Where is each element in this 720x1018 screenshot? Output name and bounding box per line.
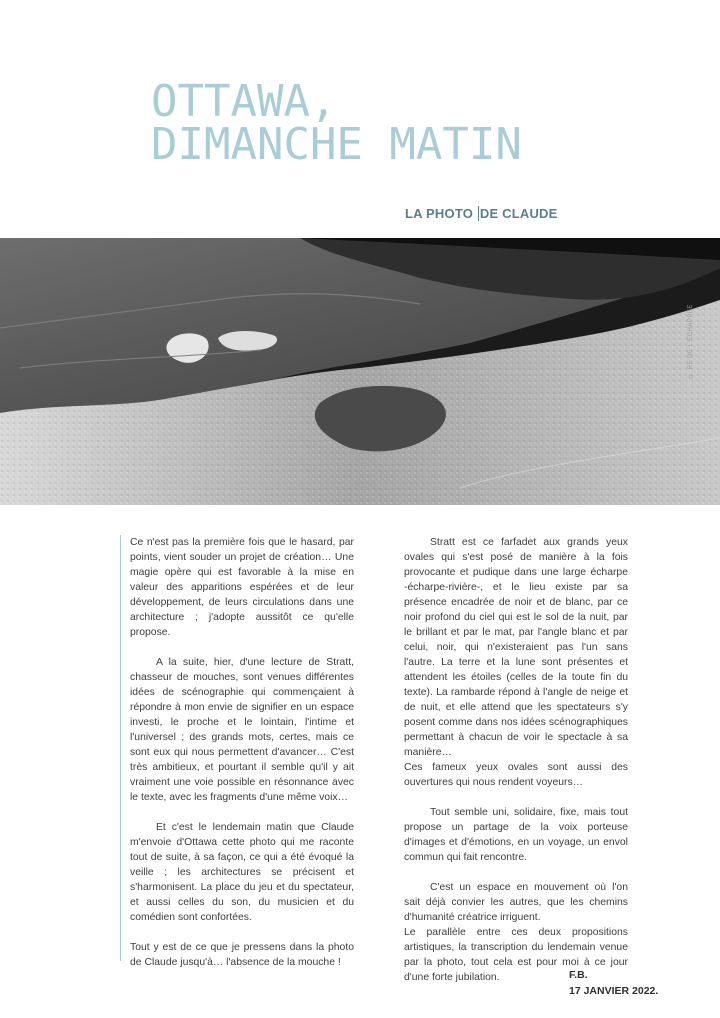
paragraph: C'est un espace en mouvement où l'on sait déjà convier les autres, que les chemins d'humanité créatrice irriguent. — [404, 882, 628, 923]
signature-date: 17 JANVIER 2022. — [569, 985, 659, 997]
page-title — [151, 76, 522, 170]
column-rule — [120, 535, 121, 961]
paragraph: Ces fameux yeux ovales sont aussi des ouvertures qui nous rendent voyeurs… — [404, 762, 628, 788]
title-line-1: OTTAWA, — [151, 76, 337, 127]
paragraph: A la suite, hier, d'une lecture de Stratt, chasseur de mouches, sont venues différentes idées de scénographie qui commençaient à répondre à mon envie de signifier en un espace investi, le proche et le lointain, l'intime et l'universel ; des grands mots, certes, mais ce sont eux qui nous permettent d'avancer… C'est très ambitieux, et pourtant il semble qu'il y ait vraiment une voie possible en résonnance avec le texte, avec les fragments d'une même voix… — [130, 657, 354, 803]
signature — [569, 967, 658, 999]
paragraph: Stratt est ce farfadet aux grands yeux ovales qui s'est posé de manière à la fois provocante et pudique dans une large écharpe -écharpe-rivière-, et le lieu existe par sa présence encadrée de noir et de blanc, par ce noir profond du ciel qui est le sol de la nuit, par le brillant et par le mat, par l'angle blanc et par celui, noir, qui n'existeraient pas l'un sans l'autre. La terre et la lune sont présentes et attendent les étoiles (celles de la toute fin du texte). La rambarde répond à l'angle de neige et de nuit, et elle attend que les spectateurs s'y posent comme dans nos idées scénographiques permettant à chacun de voir le spectacle à sa manière… — [404, 537, 628, 758]
subtitle-part-2: DE CLAUDE — [479, 206, 558, 221]
text-cursor-mark — [478, 206, 479, 221]
photo-credit: © RE DE L'ÉCHAPPÉE — [688, 304, 694, 378]
paragraph: Tout y est de ce que je pressens dans la photo de Claude jusqu'à… l'absence de la mouche ! — [130, 942, 354, 968]
right-column — [404, 535, 628, 1000]
photo-ice-river — [0, 238, 720, 505]
paragraph: Tout semble uni, solidaire, fixe, mais tout propose un partage de la voix porteuse d'images et d'émotions, en un voyage, un envol commun qui fait rencontre. — [404, 807, 628, 863]
paragraph: Ce n'est pas la première fois que le hasard, par points, vient souder un projet de création… Une magie opère qui est favorable à la mise en valeur des apparitions espérées et de leur développement, de leurs circulations dans une architecture ; j'adopte aussitôt ce qu'elle propose. — [130, 537, 354, 638]
signature-initials: F.B. — [569, 969, 588, 981]
photo-illustration — [0, 238, 720, 505]
paragraph: Le parallèle entre ces deux propositions artistiques, la transcription du lendemain venue par la photo, tout cela est pour moi à ce jour d'une forte jubilation. — [404, 927, 628, 983]
subtitle-part-1: LA PHOTO — [405, 206, 474, 221]
paragraph: Et c'est le lendemain matin que Claude m'envoie d'Ottawa cette photo qui me raconte tout de suite, à sa façon, ce qui a été évoqué la veille ; les architectures se précisent et s'harmonisent. La place du jeu et du spectateur, et aussi celles du son, du musicien et du comédien sont confortées. — [130, 822, 354, 923]
left-column — [130, 535, 354, 985]
subtitle — [405, 206, 558, 221]
title-line-2: DIMANCHE MATIN — [151, 119, 522, 170]
